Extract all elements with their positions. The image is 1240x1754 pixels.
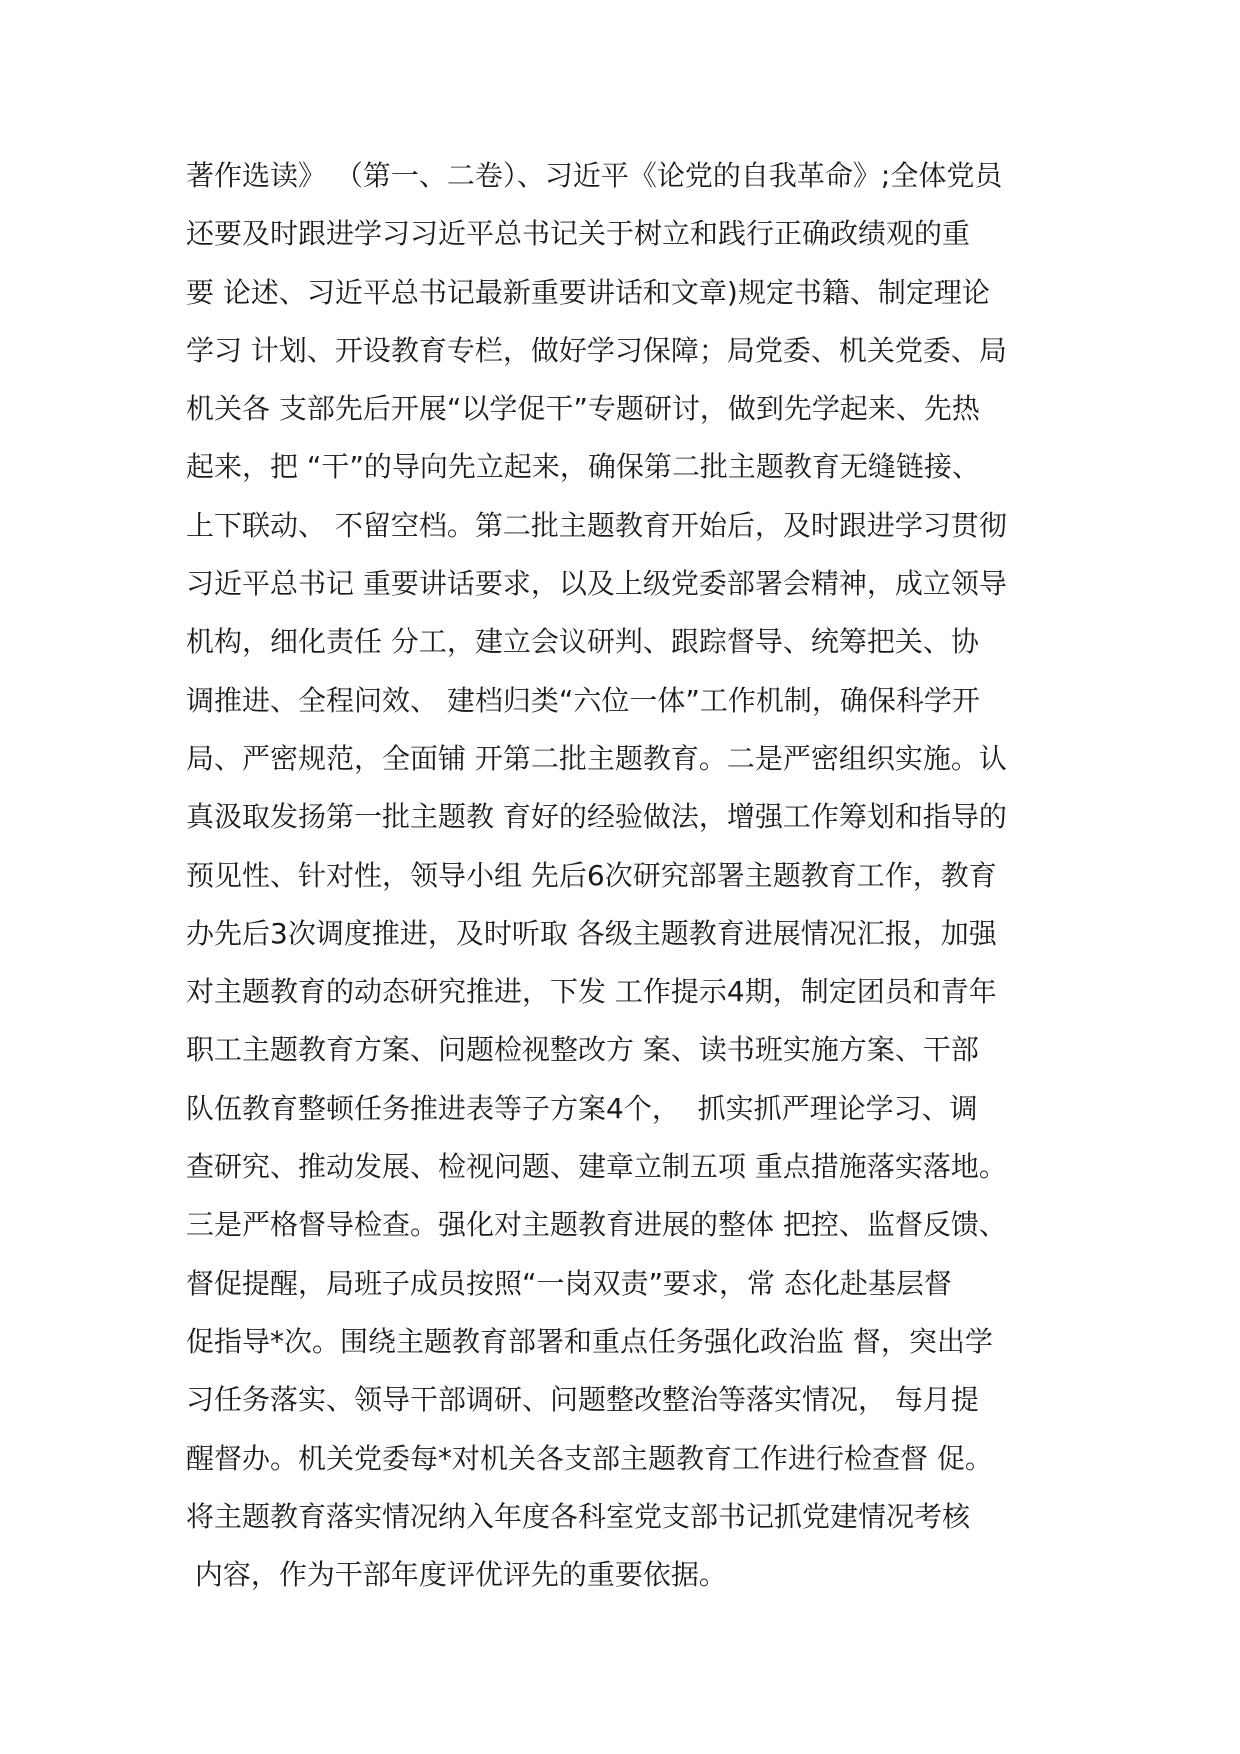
text-line: 上下联动、 不留空档。第二批主题教育开始后，及时跟进学习贯彻 xyxy=(186,508,1007,542)
text-line: 还要及时跟进学习习近平总书记关于树立和践行正确政绩观的重 xyxy=(186,217,971,251)
body-paragraph xyxy=(186,147,1086,1604)
text-line: 调推进、全程问效、 建档归类“六位一体”工作机制，确保科学开 xyxy=(186,683,980,717)
text-line: 机关各 支部先后开展“以学促干”专题研讨，做到先学起来、先热 xyxy=(186,392,980,426)
text-line: 将主题教育落实情况纳入年度各科室党支部书记抓党建情况考核 xyxy=(186,1499,971,1533)
text-line: 队伍教育整顿任务推进表等子方案4个， 抓实抓严理论学习、调 xyxy=(186,1091,978,1125)
text-line: 对主题教育的动态研究推进，下发 工作提示4期，制定团员和青年 xyxy=(186,975,997,1009)
text-line: 职工主题教育方案、问题检视整改方 案、读书班实施方案、干部 xyxy=(186,1033,979,1067)
text-line: 醒督办。机关党委每*对机关各支部主题教育工作进行检查督 促。 xyxy=(186,1441,993,1475)
text-line: 三是严格督导检查。强化对主题教育进展的整体 把控、监督反馈、 xyxy=(186,1208,1007,1242)
text-line: 促指导*次。围绕主题教育部署和重点任务强化政治监 督，突出学 xyxy=(186,1324,993,1358)
text-line: 局、严密规范，全面铺 开第二批主题教育。二是严密组织实施。认 xyxy=(186,741,1007,775)
text-line: 要 论述、习近平总书记最新重要讲话和文章)规定书籍、制定理论 xyxy=(186,275,990,309)
text-line: 办先后3次调度推进，及时听取 各级主题教育进展情况汇报，加强 xyxy=(186,916,997,950)
text-line: 真汲取发扬第一批主题教 育好的经验做法，增强工作筹划和指导的 xyxy=(186,800,1007,834)
text-line: 内容，作为干部年度评优评先的重要依据。 xyxy=(186,1558,727,1592)
text-line: 起来，把 “干”的导向先立起来，确保第二批主题教育无缝链接、 xyxy=(186,450,980,484)
text-line: 著作选读》 （第一、二卷）、习近平《论党的自我革命》;全体党员 xyxy=(186,159,1003,192)
text-line: 习任务落实、领导干部调研、问题整改整治等落实情况， 每月提 xyxy=(186,1383,979,1417)
text-line: 习近平总书记 重要讲话要求，以及上级党委部署会精神，成立领导 xyxy=(186,567,1007,601)
text-line: 机构，细化责任 分工，建立会议研判、跟踪督导、统筹把关、协 xyxy=(186,625,979,659)
text-line: 学习 计划、开设教育专栏，做好学习保障；局党委、机关党委、局 xyxy=(186,333,1007,367)
text-line: 督促提醒，局班子成员按照“一岗双责”要求，常 态化赴基层督 xyxy=(186,1266,952,1300)
text-line: 预见性、针对性，领导小组 先后6次研究部署主题教育工作，教育 xyxy=(186,858,997,892)
text-line: 查研究、推动发展、检视问题、建章立制五项 重点措施落实落地。 xyxy=(186,1150,1007,1184)
